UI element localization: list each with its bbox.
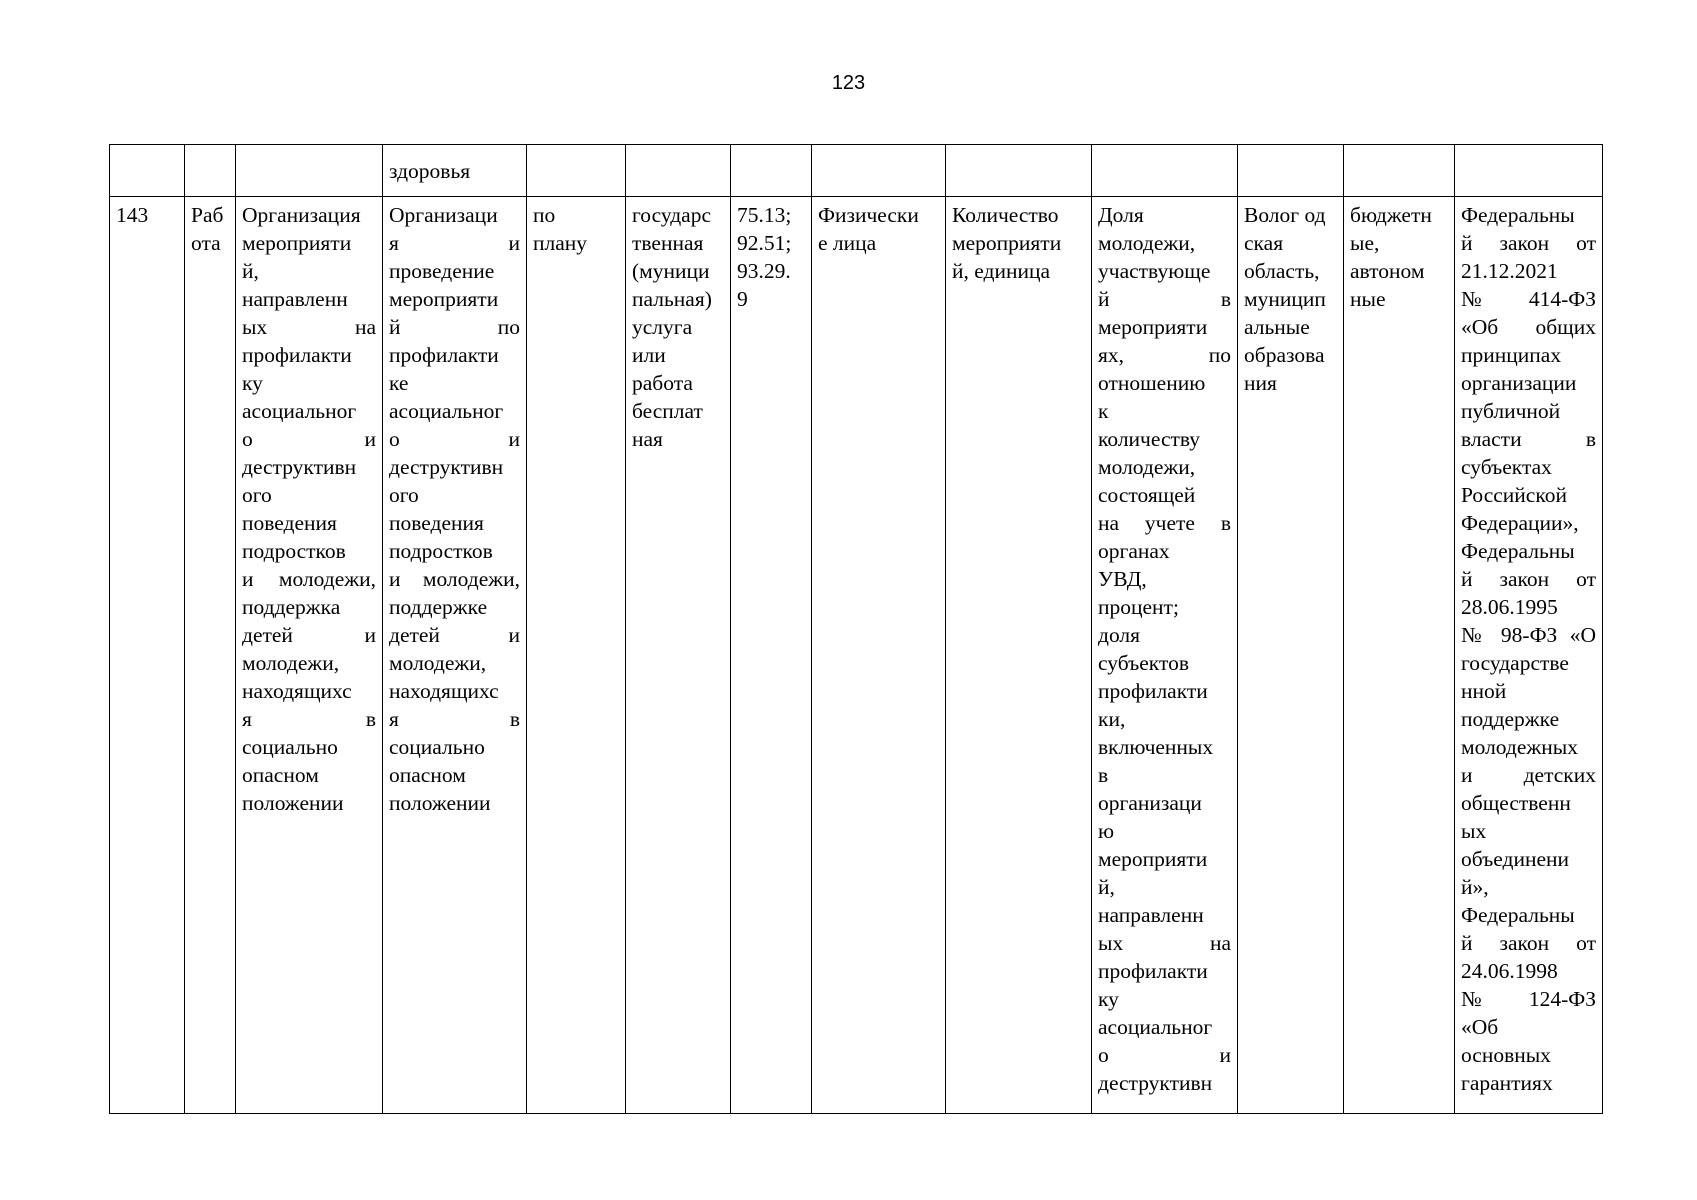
codes-cell [731, 197, 812, 1114]
consumers-cell [812, 197, 946, 1114]
cell-empty [731, 145, 812, 197]
page-number: 123 [831, 72, 866, 94]
cell-empty [626, 145, 731, 197]
carry-cell [383, 145, 527, 197]
volume-indicator-text: Количество мероприяти й, единица [952, 203, 1062, 283]
carry-text: здоровья [389, 159, 471, 183]
codes-text: 75.13; 92.51; 93.29. 9 [737, 203, 792, 311]
cell-empty [1238, 145, 1344, 197]
service-type-cell [626, 197, 731, 1114]
institutions-cell [1344, 197, 1455, 1114]
volume-indicator-cell [946, 197, 1092, 1114]
cell-empty [527, 145, 626, 197]
service-name-text: Организация мероприяти й, направленн ых на профилакти ку асоциальног о и деструктивн ого поведения подростков и молодежи, поддержка детей и молодежи, находящихс я в социально опасном положении [242, 203, 376, 815]
legal-basis-text: Федеральны й закон от 21.12.2021 № 414-ФЗ «Об общих принципах организации публичной власти в субъектах Российской Федерации», Федеральны й закон от 28.06.1995 № 98-ФЗ «О государстве нной поддержке молодежных и детских общественн ых объединени й», Федеральны й закон от 24.06.1998 № 124-ФЗ «Об основных гарантиях [1461, 203, 1596, 1095]
quality-indicator-cell [1092, 197, 1238, 1114]
schedule-text: по плану [533, 203, 588, 255]
table-row [110, 197, 1603, 1114]
territory-cell [1238, 197, 1344, 1114]
cell-empty [1455, 145, 1603, 197]
cell-empty [946, 145, 1092, 197]
cell-empty [1092, 145, 1238, 197]
cell-empty [1344, 145, 1455, 197]
quality-indicator-text: Доля молодежи, участвующе й в мероприяти ях, по отношению к количеству молодежи, состоящей на учете в органах УВД, процент; доля субъектов профилакти ки, включенных в организаци ю мероприяти й, направленн ых на профилакти ку асоциальног о и деструктивн [1098, 203, 1231, 1095]
consumers-text: Физически е лица [818, 203, 919, 255]
row-type-text: Раб ота [191, 203, 224, 255]
cell-empty [236, 145, 383, 197]
cell-empty [110, 145, 185, 197]
carry-over-row [110, 145, 1603, 197]
service-content-cell [383, 197, 527, 1114]
legal-basis-cell [1455, 197, 1603, 1114]
territory-text: Волог од ская область, муницип альные образова ния [1244, 203, 1326, 395]
cell-empty [812, 145, 946, 197]
service-content-text: Организаци я и проведение мероприяти й по профилакти ке асоциальног о и деструктивн ого поведения подростков и молодежи, поддержке детей и молодежи, находящихс я в социально опасном положении [389, 203, 520, 815]
row-number [110, 197, 185, 1114]
schedule-cell [527, 197, 626, 1114]
row-number-text: 143 [116, 203, 149, 227]
institutions-text: бюджетн ые, автоном ные [1350, 203, 1432, 311]
cell-empty [185, 145, 236, 197]
row-type [185, 197, 236, 1114]
service-name-cell [236, 197, 383, 1114]
registry-table [109, 144, 1603, 1114]
service-type-text: государс твенная (муници пальная) услуга или работа бесплат ная [632, 203, 712, 451]
